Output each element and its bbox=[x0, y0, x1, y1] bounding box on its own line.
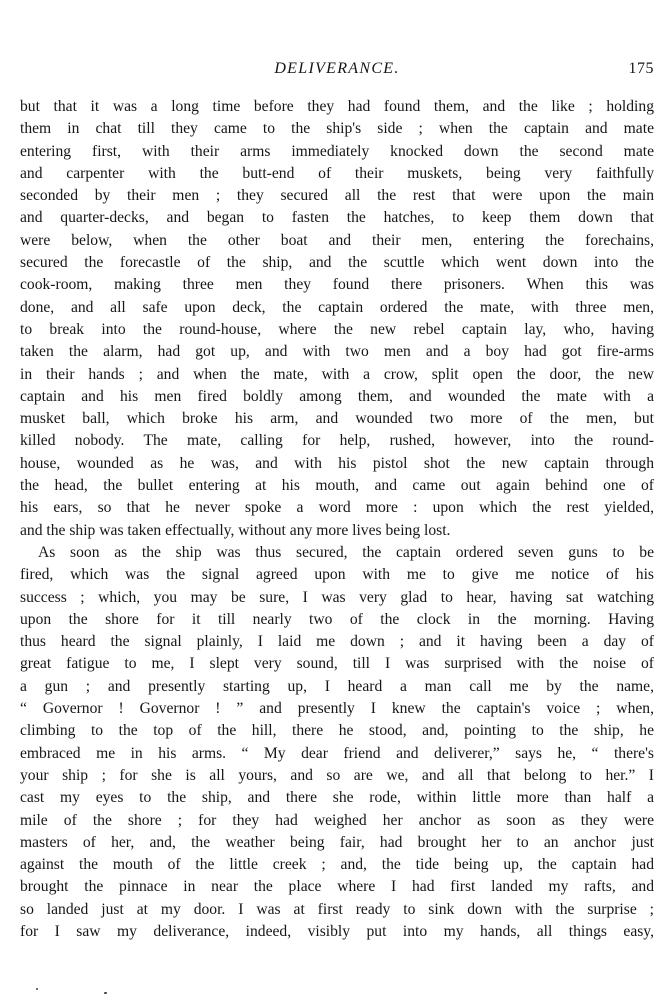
text-line: in their hands ; and when the mate, with a crow, split open the door, the new bbox=[20, 365, 654, 383]
text-line: against the mouth of the little creek ; and, the tide being up, the captain had bbox=[20, 856, 654, 874]
text-line: brought the pinnace in near the place where I had first landed my rafts, and bbox=[20, 878, 654, 896]
text-line: the head, the bullet entering at his mouth, and came out again behind one of bbox=[20, 477, 654, 495]
text-line: success ; which, you may be sure, I was very glad to hear, having sat watching bbox=[20, 588, 654, 606]
text-line: done, and all safe upon deck, the captain ordered the mate, with three men, bbox=[20, 298, 654, 316]
text-line: “ Governor ! Governor ! ” and presently I knew the captain's voice ; when, bbox=[20, 700, 654, 718]
text-line: a gun ; and presently starting up, I heard a man call me by the name, bbox=[20, 677, 654, 695]
text-line: cook-room, making three men they found there prisoners. When this was bbox=[20, 276, 654, 294]
text-line: so landed just at my door. I was at first ready to sink down with the surprise ; bbox=[20, 900, 654, 918]
scan-speck bbox=[104, 992, 107, 994]
page-number: 175 bbox=[628, 60, 654, 77]
body-text bbox=[20, 96, 654, 943]
chapter-title: DELIVERANCE. bbox=[274, 60, 400, 77]
text-line: climbing to the top of the hill, there he stood, and, pointing to the ship, he bbox=[20, 722, 654, 740]
paragraph-last-line: and the ship was taken effectually, without any more lives being lost. bbox=[20, 521, 451, 539]
text-line: to break into the round-house, where the new rebel captain lay, who, having bbox=[20, 320, 654, 338]
scan-speck bbox=[36, 988, 38, 990]
text-line: for I saw my deliverance, indeed, visibly put into my hands, all things easy, bbox=[20, 922, 654, 940]
text-line: upon the shore for it till nearly two of the clock in the morning. Having bbox=[20, 610, 654, 628]
text-line: entering first, with their arms immediately knocked down the second mate bbox=[20, 142, 654, 160]
paragraph-first-line: As soon as the ship was thus secured, the captain ordered seven guns to be bbox=[38, 543, 654, 561]
text-line: great fatigue to me, I slept very sound, till I was surprised with the noise of bbox=[20, 655, 654, 673]
text-line: but that it was a long time before they had found them, and the like ; holding bbox=[20, 98, 654, 115]
text-line: his ears, so that he never spoke a word more : upon which the rest yielded, bbox=[20, 499, 654, 517]
text-line: fired, which was the signal agreed upon with me to give me notice of his bbox=[20, 566, 654, 584]
text-line: masters of her, and, the weather being fair, had brought her to an anchor just bbox=[20, 833, 654, 851]
text-line: them in chat till they came to the ship's side ; when the captain and mate bbox=[20, 120, 654, 138]
text-line: cast my eyes to the ship, and there she rode, within little more than half a bbox=[20, 789, 654, 807]
text-line: seconded by their men ; they secured all the rest that were upon the main bbox=[20, 187, 654, 205]
running-head bbox=[20, 60, 654, 82]
text-line: thus heard the signal plainly, I laid me down ; and it having been a day of bbox=[20, 633, 654, 651]
text-line: house, wounded as he was, and with his pistol shot the new captain through bbox=[20, 454, 654, 472]
text-line: and quarter-decks, and began to fasten the hatches, to keep them down that bbox=[20, 209, 654, 227]
text-line: secured the forecastle of the ship, and the scuttle which went down into the bbox=[20, 254, 654, 272]
text-line: were below, when the other boat and their men, entering the forechains, bbox=[20, 231, 654, 249]
text-line: musket ball, which broke his arm, and wounded two more of the men, but bbox=[20, 410, 654, 428]
text-line: and carpenter with the butt-end of their muskets, being very faithfully bbox=[20, 164, 654, 182]
text-line: captain and his men fired boldly among them, and wounded the mate with a bbox=[20, 387, 654, 405]
text-line: killed nobody. The mate, calling for help, rushed, however, into the round- bbox=[20, 432, 654, 450]
text-line: taken the alarm, had got up, and with two men and a boy had got fire-arms bbox=[20, 343, 654, 361]
text-line: embraced me in his arms. “ My dear friend and deliverer,” says he, “ there's bbox=[20, 744, 654, 762]
text-line: mile of the shore ; for they had weighed her anchor as soon as they were bbox=[20, 811, 654, 829]
text-line: your ship ; for she is all yours, and so are we, and all that belong to her.” I bbox=[20, 766, 654, 784]
